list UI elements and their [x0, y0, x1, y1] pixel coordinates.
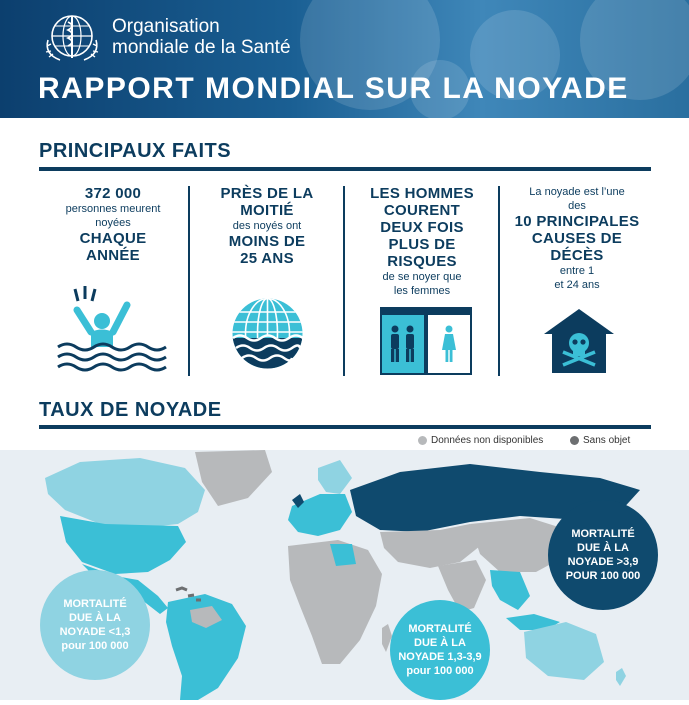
new-zealand-region [616, 668, 626, 686]
fact-gender-text: de se noyer que [382, 271, 462, 283]
fact-deaths-text: personnes meurent [65, 203, 161, 215]
rates-heading: TAUX DE NOYADE [39, 399, 222, 421]
bubble-high-text: DUE À LA [577, 542, 629, 554]
column-divider [498, 186, 500, 376]
fact-gender-emphasis: PLUS DE [388, 236, 456, 253]
legend-not-applicable-label: Sans objet [583, 435, 631, 446]
fact-deaths-number: 372 000 [84, 185, 142, 202]
organisation-name [112, 16, 291, 58]
column-divider [188, 186, 190, 376]
drowning-person-icon [55, 285, 170, 373]
fact-gender-emphasis: COURENT [383, 202, 461, 219]
bubble-high-text: MORTALITÉ [571, 528, 635, 540]
bubble-high-rate [548, 500, 658, 610]
skull-house-icon [543, 308, 615, 374]
legend-dot-dark [570, 436, 579, 445]
fact-causes-text: entre 1 [559, 265, 595, 277]
bubble-low-text: DUE À LA [69, 612, 121, 624]
bubble-high-text: NOYADE >3,9 [567, 556, 639, 568]
org-name-line1: Organisation [112, 16, 220, 37]
fact-causes-text: des [568, 200, 586, 212]
facts-rule [39, 167, 651, 171]
legend-dot-grey [418, 436, 427, 445]
facts-heading: PRINCIPAUX FAITS [39, 140, 232, 162]
fact-age-emphasis: 25 ANS [240, 250, 294, 267]
fact-gender-emphasis: RISQUES [387, 253, 457, 270]
fact-gender-emphasis: LES HOMMES [370, 185, 474, 202]
bubble-low-text: pour 100 000 [61, 640, 129, 652]
australia-region [524, 622, 604, 680]
fact-causes-text: La noyade est l’une [529, 186, 625, 198]
org-name-line2: mondiale de la Santé [112, 37, 291, 58]
legend-not-available [418, 435, 543, 446]
scandinavia-region [318, 460, 352, 494]
bubble-low-text: MORTALITÉ [63, 598, 127, 610]
bubble-mid-text: DUE À LA [414, 637, 466, 649]
fact-age-emphasis: MOITIÉ [240, 202, 294, 219]
bubble-low-rate [40, 570, 150, 680]
fact-deaths-emphasis: ANNÉE [85, 247, 140, 264]
fact-causes-emphasis: CAUSES DE [531, 230, 623, 247]
bubble-high-text: POUR 100 000 [565, 570, 641, 582]
rates-rule [39, 425, 651, 429]
legend-not-applicable [570, 435, 630, 446]
fact-age-text: des noyés ont [232, 220, 302, 232]
bubble-mid-text: pour 100 000 [406, 665, 474, 677]
greenland-region [195, 450, 272, 506]
fact-causes-emphasis: DÉCÈS [550, 247, 604, 264]
canada-region [45, 458, 205, 528]
globe-water-icon [230, 296, 305, 371]
fact-gender [347, 185, 497, 298]
fact-causes-emphasis: 10 PRINCIPALES [514, 213, 640, 230]
fact-deaths [40, 185, 186, 264]
fact-gender-text: les femmes [393, 285, 451, 297]
men-women-doors-icon [380, 307, 472, 375]
column-divider [343, 186, 345, 376]
fact-causes-text: et 24 ans [554, 279, 600, 291]
who-emblem-icon [38, 10, 106, 66]
fact-deaths-emphasis: CHAQUE [79, 230, 147, 247]
bubble-mid-rate [390, 600, 490, 700]
bubble-mid-text: NOYADE 1,3-3,9 [398, 651, 482, 663]
southeast-asia-region [490, 570, 530, 610]
fact-age-emphasis: MOINS DE [228, 233, 306, 250]
fact-gender-emphasis: DEUX FOIS [380, 219, 464, 236]
fact-causes [502, 185, 652, 292]
fact-deaths-text: noyées [95, 217, 131, 229]
header-banner [0, 0, 689, 118]
fact-age-emphasis: PRÈS DE LA [220, 185, 314, 202]
bubble-mid-text: MORTALITÉ [408, 623, 472, 635]
bubble-low-text: NOYADE <1,3 [59, 626, 131, 638]
fact-age [192, 185, 342, 267]
page-title: RAPPORT MONDIAL SUR LA NOYADE [38, 72, 629, 105]
legend-not-available-label: Données non disponibles [431, 435, 544, 446]
